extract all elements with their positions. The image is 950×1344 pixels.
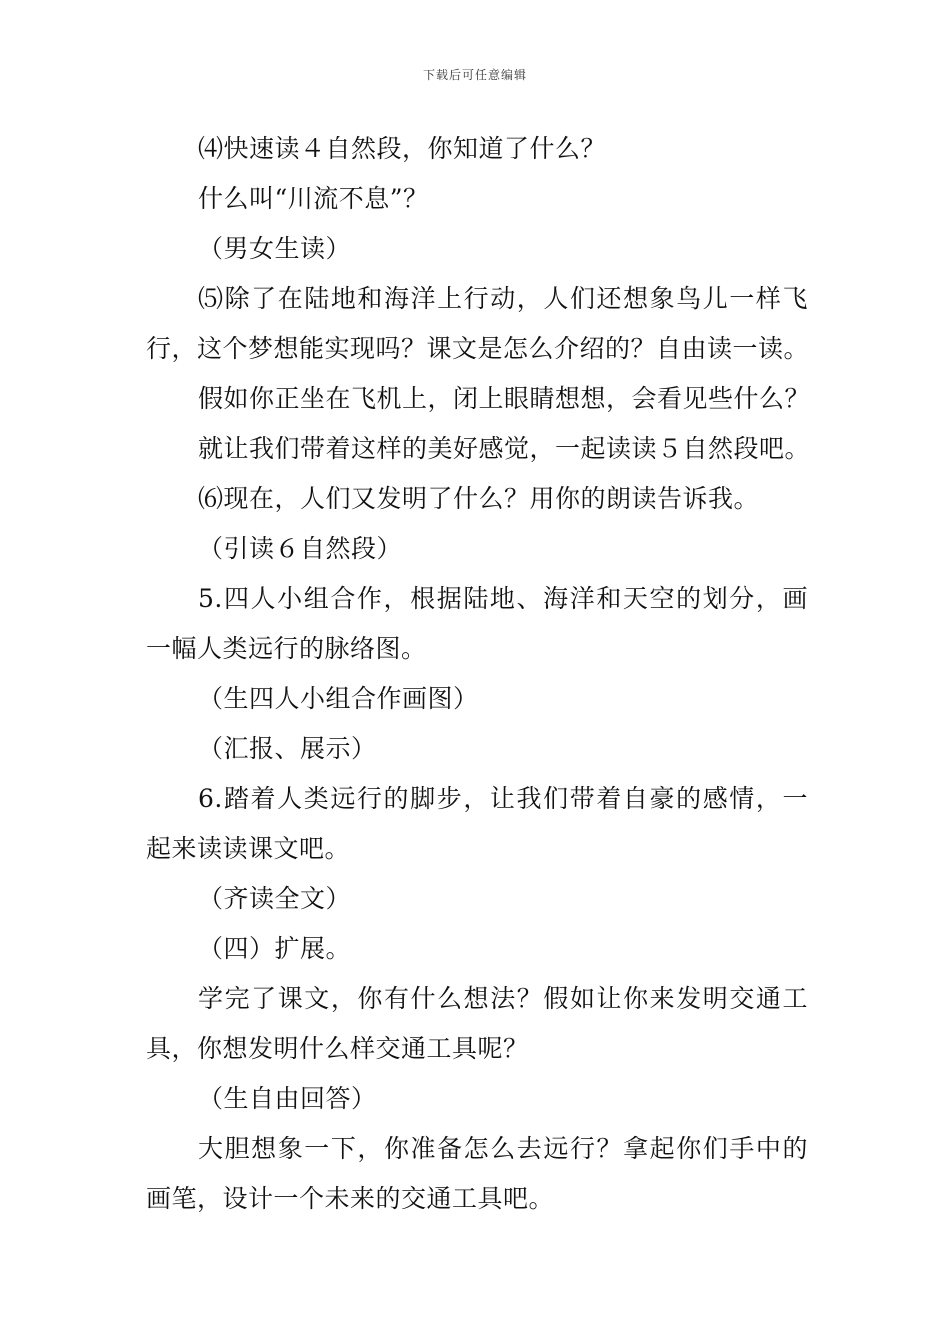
text-line: （男女生读） bbox=[198, 234, 352, 263]
text-line: 一幅人类远行的脉络图。 bbox=[146, 634, 427, 663]
text-line: 6.踏着人类远行的脚步，让我们带着自豪的感情，一 bbox=[198, 784, 808, 813]
text-line: ⑹现在，人们又发明了什么？用你的朗读告诉我。 bbox=[198, 484, 760, 513]
text-line: ⑷快速读４自然段，你知道了什么？ bbox=[198, 134, 607, 163]
text-line: 画笔，设计一个未来的交通工具吧。 bbox=[146, 1184, 555, 1213]
text-line: 大胆想象一下，你准备怎么去远行？拿起你们手中的 bbox=[198, 1134, 808, 1163]
text-line: 就让我们带着这样的美好感觉，一起读读５自然段吧。 bbox=[198, 434, 811, 463]
text-line: 什么叫“川流不息”？ bbox=[198, 184, 429, 213]
text-line: 假如你正坐在飞机上，闭上眼睛想想，会看见些什么？ bbox=[198, 384, 811, 413]
text-line: （四）扩展。 bbox=[198, 934, 352, 963]
text-line: 起来读读课文吧。 bbox=[146, 834, 351, 863]
page-header: 下载后可任意编辑 bbox=[422, 68, 527, 82]
text-line: 行，这个梦想能实现吗？课文是怎么介绍的？自由读一读。 bbox=[146, 334, 810, 363]
text-line: （生四人小组合作画图） bbox=[198, 684, 479, 713]
document-body bbox=[146, 124, 811, 1224]
text-line: （生自由回答） bbox=[198, 1084, 377, 1113]
text-line: ⑸除了在陆地和海洋上行动，人们还想象鸟儿一样飞 bbox=[198, 284, 808, 313]
text-line: 5.四人小组合作，根据陆地、海洋和天空的划分，画 bbox=[198, 584, 808, 613]
text-line: （汇报、展示） bbox=[198, 734, 377, 763]
text-line: 学完了课文，你有什么想法？假如让你来发明交通工 bbox=[198, 984, 808, 1013]
text-line: （齐读全文） bbox=[198, 884, 352, 913]
text-line: （引读６自然段） bbox=[198, 534, 403, 563]
text-line: 具，你想发明什么样交通工具呢？ bbox=[146, 1034, 529, 1063]
